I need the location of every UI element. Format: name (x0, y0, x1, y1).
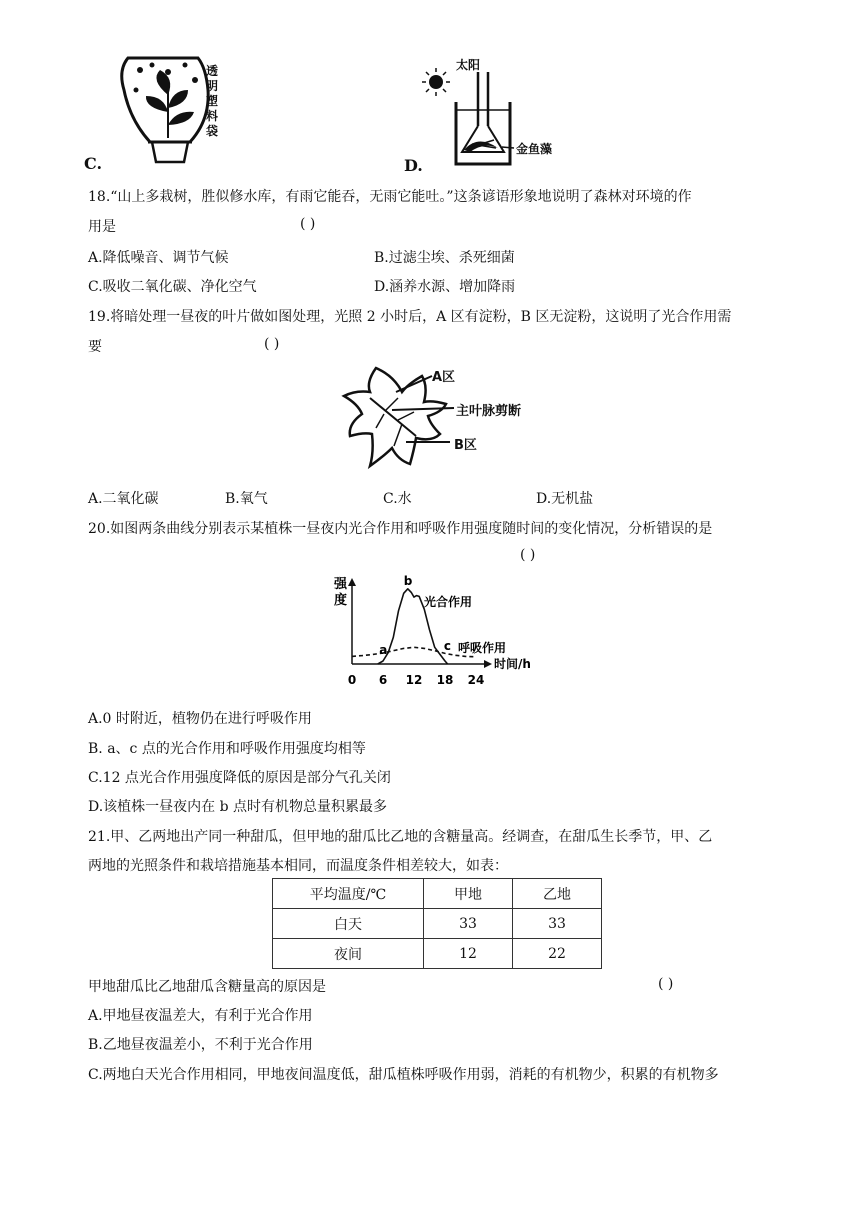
q21-option-c: C.两地白天光合作用相同，甲地夜间温度低，甜瓜植株呼吸作用弱，消耗的有机物少，积累的有机物多 (88, 1067, 719, 1083)
figure-d-label: D. (404, 156, 423, 175)
leaf-cut-vein-label: 主叶脉剪断 (456, 404, 522, 419)
q20-intensity-chart (330, 572, 530, 696)
series-label-respiration: 呼吸作用 (458, 641, 507, 655)
sun-caption: 太阳 (456, 58, 481, 72)
sun-icon (422, 68, 450, 96)
q20-option-a: A.0 时附近，植物仍在进行呼吸作用 (88, 711, 312, 727)
table-row (273, 939, 602, 969)
q20-option-d: D.该植株一昼夜内在 b 点时有机物总量积累最多 (88, 799, 388, 815)
bag-char: 塑 (206, 94, 219, 108)
q20-option-b: B. a、c 点的光合作用和呼吸作用强度均相等 (88, 741, 366, 757)
q19-option-a: A.二氧化碳 (88, 491, 159, 507)
bag-char: 明 (206, 79, 219, 93)
q21-option-a: A.甲地昼夜温差大，有利于光合作用 (88, 1008, 313, 1024)
point-label-b: b (403, 573, 413, 588)
leaf-zone-b-label: B区 (454, 438, 477, 453)
x-tick-label: 24 (467, 673, 485, 687)
temperature-table (272, 878, 602, 969)
table-header-cell: 平均温度/℃ (273, 879, 424, 909)
figure-c-label: C. (84, 154, 103, 173)
q21-answer-bracket: ( ) (658, 976, 674, 992)
x-axis-arrow-icon (484, 660, 492, 668)
table-header-cell: 甲地 (424, 879, 513, 909)
q20-option-c: C.12 点光合作用强度降低的原因是部分气孔关闭 (88, 770, 391, 786)
q18-answer-bracket: ( ) (300, 216, 316, 232)
point-label-c: c (443, 638, 452, 653)
x-tick-label: 6 (378, 673, 388, 687)
q21-stem-line2: 两地的光照条件和栽培措施基本相同，而温度条件相差较大，如表： (88, 858, 508, 874)
q19-leaf-figure (336, 362, 522, 474)
q21-stem-line1: 21.甲、乙两地出产同一种甜瓜，但甲地的甜瓜比乙地的含糖量高。经调查，在甜瓜生长季节，甲、乙 (88, 829, 713, 845)
table-cell: 12 (424, 939, 513, 969)
q20-stem-line1: 20.如图两条曲线分别表示某植株一昼夜内光合作用和呼吸作用强度随时间的变化情况，分析错误的是 (88, 521, 713, 537)
bag-char: 料 (206, 109, 219, 123)
q21-option-b: B.乙地昼夜温差小，不利于光合作用 (88, 1037, 313, 1053)
q18-stem-line1: 18.“山上多栽树，胜似修水库，有雨它能吞，无雨它能吐。”这条谚语形象地说明了森林对环境的作 (88, 189, 692, 205)
chart-ylabel-char1: 强 (334, 577, 348, 592)
q19-answer-bracket: ( ) (264, 336, 280, 352)
figure-d-pondweed-beaker (398, 52, 568, 177)
table-cell: 33 (424, 909, 513, 939)
chart-ylabel-char2: 度 (334, 593, 348, 608)
q18-option-b: B.过滤尘埃、杀死细菌 (374, 250, 515, 266)
point-label-a: a (379, 642, 388, 657)
q18-option-a: A.降低噪音、调节气候 (88, 250, 229, 266)
x-tick-label: 18 (436, 673, 454, 687)
pondweed-caption: 金鱼藻 (516, 142, 553, 156)
q19-option-d: D.无机盐 (536, 491, 594, 507)
table-row (273, 909, 602, 939)
table-header-cell: 乙地 (513, 879, 602, 909)
bag-caption (206, 64, 218, 139)
q18-option-c: C.吸收二氧化碳、净化空气 (88, 279, 257, 295)
bag-char: 透 (206, 64, 219, 78)
x-tick-label: 0 (347, 673, 357, 687)
q20-answer-bracket: ( ) (520, 547, 536, 563)
leaf-zone-a-label: A区 (432, 370, 456, 385)
q18-option-d: D.涵养水源、增加降雨 (374, 279, 516, 295)
q19-stem-line2: 要 (88, 339, 102, 355)
figure-c-bagged-plant (84, 50, 230, 175)
table-header-row (273, 879, 602, 909)
q18-stem-line2: 用是 (88, 219, 116, 235)
q19-stem-line1: 19.将暗处理一昼夜的叶片做如图处理，光照 2 小时后，A 区有淀粉，B 区无淀粉，这说明了光合作用需 (88, 309, 732, 325)
bag-char: 袋 (206, 124, 219, 138)
table-cell: 夜间 (273, 939, 424, 969)
q19-option-c: C.水 (383, 491, 412, 507)
x-tick-label: 12 (405, 673, 423, 687)
table-cell: 白天 (273, 909, 424, 939)
chart-xlabel: 时间/h (494, 657, 530, 671)
y-axis-arrow-icon (348, 578, 356, 586)
series-label-photosynthesis: 光合作用 (424, 595, 473, 609)
table-cell: 33 (513, 909, 602, 939)
q19-option-b: B.氧气 (225, 491, 268, 507)
q21-question-stem: 甲地甜瓜比乙地甜瓜含糖量高的原因是 (88, 979, 326, 995)
table-cell: 22 (513, 939, 602, 969)
